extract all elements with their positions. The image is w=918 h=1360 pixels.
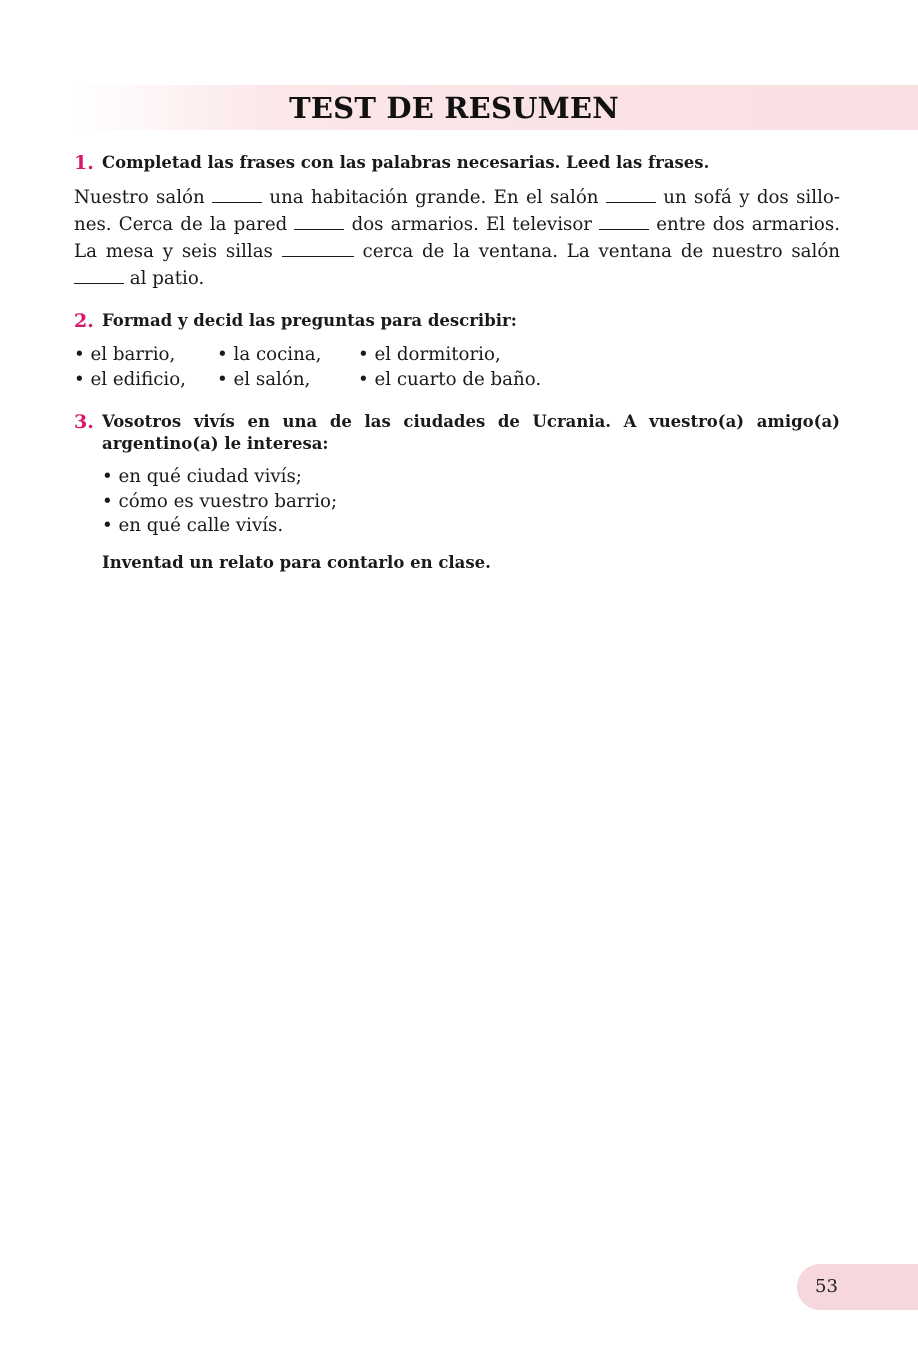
- exercise-3-instruction: Vosotros vivís en una de las ciudades de Ucrania. A vuestro(a) amigo(a) argentino(a) le interesa:: [102, 412, 840, 453]
- list-item: • el edificio,: [74, 369, 186, 390]
- text-segment: al patio.: [124, 268, 205, 289]
- exercise-3: [74, 411, 840, 572]
- exercise-3-heading: [74, 411, 840, 455]
- exercise-1-paragraph: [74, 184, 840, 292]
- blank-1[interactable]: [212, 184, 262, 203]
- exercise-2-heading: [74, 310, 840, 332]
- list-item: • la cocina,: [217, 344, 322, 365]
- text-segment: cerca de la ventana. La ventana de nuestro salón: [353, 241, 840, 262]
- exercise-1-instruction: Completad las frases con las palabras necesarias. Leed las frases.: [102, 153, 710, 172]
- list-item: • en qué calle vivís.: [102, 515, 284, 536]
- exercise-1: [74, 152, 840, 292]
- exercise-3-bullet-list: [102, 465, 840, 539]
- exercise-1-number: 1.: [74, 152, 94, 174]
- text-segment: un sofá y dos sillo-nes. Cerca de la pared: [74, 187, 840, 235]
- list-item: • el barrio,: [74, 344, 176, 365]
- blank-2[interactable]: [606, 184, 656, 203]
- page-number: 53: [815, 1276, 838, 1297]
- blank-6[interactable]: [74, 265, 124, 284]
- exercise-3-number: 3.: [74, 411, 94, 433]
- page-title: TEST DE RESUMEN: [289, 91, 619, 125]
- exercise-3-closing: Inventad un relato para contarlo en clase.: [102, 552, 491, 572]
- blank-3[interactable]: [294, 211, 344, 230]
- exercise-2: [74, 310, 840, 392]
- exercise-2-number: 2.: [74, 310, 94, 332]
- list-item: • en qué ciudad vivís;: [102, 466, 302, 487]
- text-segment: dos armarios. El televisor: [344, 214, 600, 235]
- list-item: • cómo es vuestro barrio;: [102, 490, 338, 512]
- list-item: • el dormitorio,: [358, 344, 501, 365]
- blank-5[interactable]: [282, 238, 354, 257]
- text-segment: Nuestro salón: [74, 187, 213, 208]
- list-item: • el cuarto de baño.: [358, 369, 542, 390]
- exercise-2-word-list: [74, 342, 840, 392]
- exercise-2-instruction: Formad y decid las preguntas para describir:: [102, 311, 517, 330]
- list-item: • el salón,: [217, 369, 311, 390]
- blank-4[interactable]: [599, 211, 649, 230]
- text-segment: entre dos armarios. La mesa y seis sillas: [74, 214, 840, 262]
- exercise-1-heading: [74, 152, 840, 174]
- text-segment: una habitación grande. En el salón: [262, 187, 606, 208]
